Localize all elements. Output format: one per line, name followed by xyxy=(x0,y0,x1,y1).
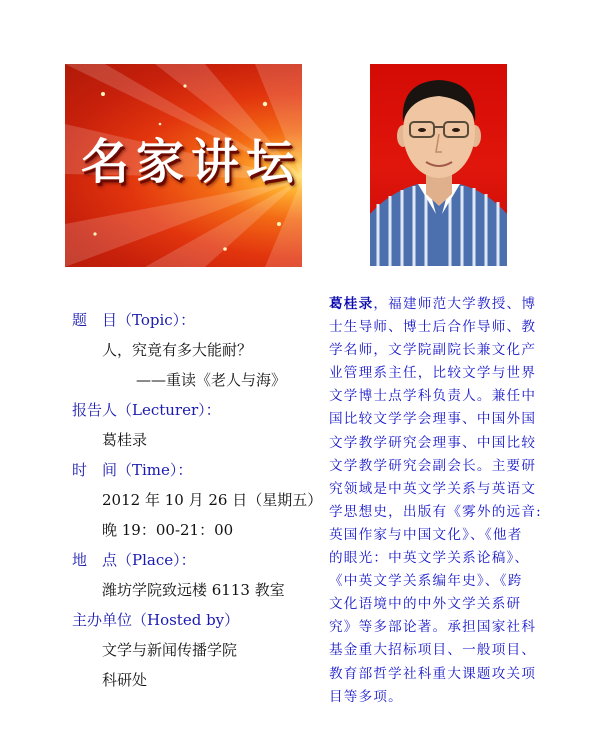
bio-line: 学名师，文学院副院长兼文化产 xyxy=(329,342,537,359)
banner-title-text xyxy=(81,134,296,190)
bio-line: 《中英文学关系编年史》、《跨 xyxy=(329,573,523,590)
banner-title-char: 家 xyxy=(135,134,186,190)
bio-line: 英国作家与中国文化》、《他者 xyxy=(329,526,523,543)
place-label: 地 点（Place）： xyxy=(72,551,196,569)
bio-line: 文学教学研究会理事、中国比较 xyxy=(329,434,537,451)
bio-line: 国比较文学学会理事、中国外国 xyxy=(329,411,537,428)
bio-line: 究》等多部论著。承担国家社科 xyxy=(329,619,537,636)
bio-line: 学思想史，出版有《雾外的远音: xyxy=(329,503,542,520)
host-organizer-1: 文学与新闻传播学院 xyxy=(102,641,238,659)
bio-line xyxy=(329,293,551,316)
topic-label: 题 目（Topic）： xyxy=(72,311,196,329)
lecturer-bio xyxy=(329,293,551,709)
banner-title-char: 讲 xyxy=(190,134,241,190)
bio-line: 教育部哲学社科重大课题攻关项 xyxy=(329,665,537,682)
bio-line: 文学教学研究会副会长。主要研 xyxy=(329,457,537,474)
banner-image xyxy=(65,64,302,267)
place-value: 潍坊学院致远楼 6113 教室 xyxy=(102,581,285,599)
lecturer-name: 葛桂录 xyxy=(102,431,148,449)
time-label: 时 间（Time）： xyxy=(72,461,193,479)
bio-line: 业管理系主任，比较文学与世界 xyxy=(329,365,537,382)
topic-title: 人，究竟有多大能耐？ xyxy=(102,341,253,359)
bio-name: 葛桂录 xyxy=(329,296,374,312)
banner-title-char: 名 xyxy=(81,134,132,190)
event-hours: 晚 19：00-21：00 xyxy=(102,521,234,539)
bio-line: 士生导师、博士后合作导师、教 xyxy=(329,319,537,336)
bio-line: 文化语境中的中外文学关系研 xyxy=(329,596,522,613)
lecturer-label: 报告人（Lecturer）： xyxy=(72,401,221,419)
bio-line: 的眼光：中英文学关系论稿》、 xyxy=(329,550,530,567)
event-info xyxy=(72,305,323,695)
banner-title xyxy=(81,134,296,190)
bio-line-text: ，福建师范大学教授、博 xyxy=(373,296,537,312)
bio-line: 基金重大招标项目、一般项目、 xyxy=(329,642,537,659)
host-organizer-2: 科研处 xyxy=(102,671,148,689)
host-label: 主办单位（Hosted by） xyxy=(72,611,240,629)
bio-line: 目等多项。 xyxy=(329,688,403,705)
topic-subtitle: ——重读《老人与海》 xyxy=(136,371,287,389)
bio-line: 文学博士点学科负责人。兼任中 xyxy=(329,388,537,405)
lecturer-portrait xyxy=(370,64,507,266)
lecturer-photo xyxy=(370,64,507,266)
banner-title-char: 坛 xyxy=(245,134,296,190)
event-date: 2012 年 10 月 26 日（星期五） xyxy=(102,491,323,509)
bio-line: 究领域是中英文学关系与英语文 xyxy=(329,480,537,497)
